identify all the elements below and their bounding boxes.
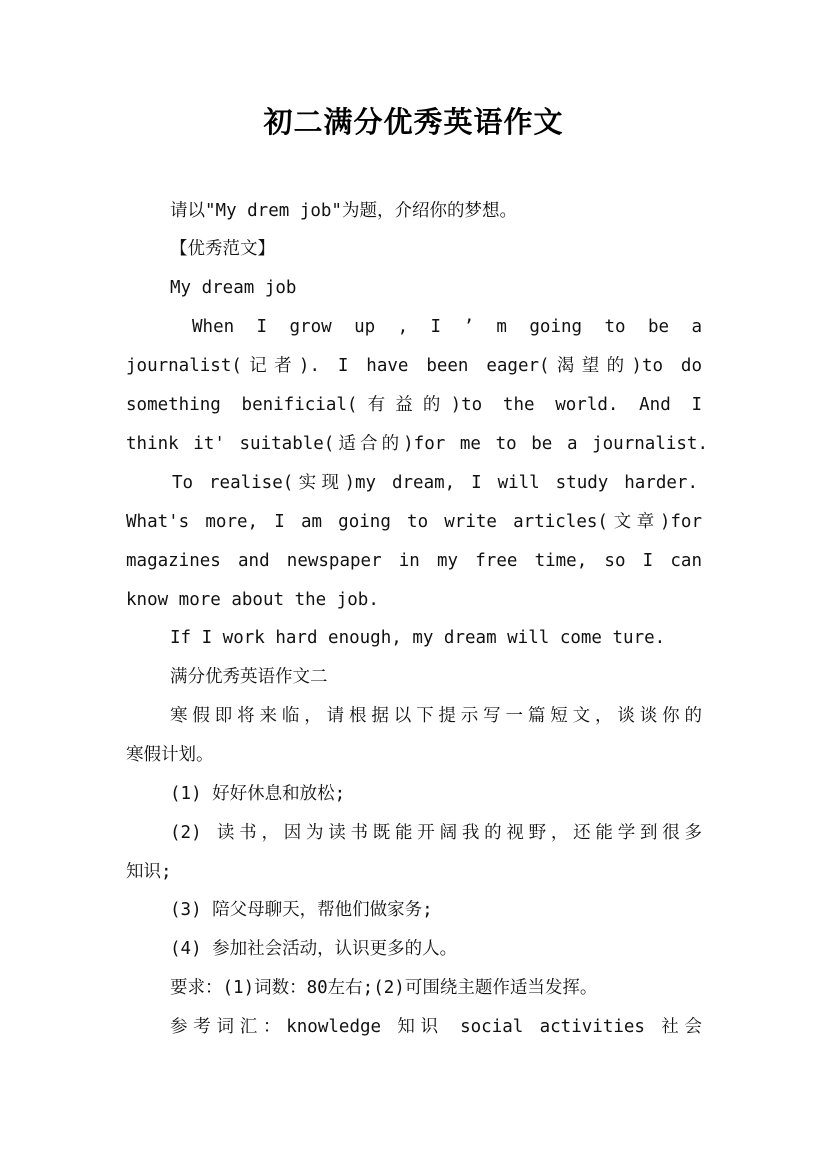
essay-line: To realise(实现)my dream, I will study harder. [172, 473, 698, 493]
essay-line: magazines and newspaper in my free time, so I can [126, 551, 702, 571]
prompt-line: 寒假计划。 [126, 745, 214, 765]
prompt-line: 寒假即将来临，请根据以下提示写一篇短文，谈谈你的 [170, 706, 702, 726]
requirement-line: 要求：(1)词数：80左右;(2)可围绕主题作适当发挥。 [170, 978, 598, 998]
hint-item: 知识; [126, 862, 172, 882]
essay-line: What's more, I am going to write articles(文章)for [126, 512, 702, 532]
hint-item: (2) 读书，因为读书既能开阔我的视野，还能学到很多 [170, 823, 702, 843]
hint-item: (1) 好好休息和放松; [170, 784, 346, 804]
essay-line: know more about the job. [126, 590, 379, 610]
sample-label: 【优秀范文】 [170, 239, 275, 259]
essay-line: If I work hard enough, my dream will come ture. [170, 628, 666, 648]
vocabulary-line: 参考词汇：knowledge 知识 social activities 社会 [170, 1017, 702, 1037]
essay-line: journalist(记者). I have been eager(渴望的)to do [126, 356, 702, 376]
hint-item: (3) 陪父母聊天，帮他们做家务; [170, 900, 433, 920]
document-title: 初二满分优秀英语作文 [263, 105, 564, 139]
hint-item: (4) 参加社会活动，认识更多的人。 [170, 939, 458, 959]
essay-line: think it' suitable(适合的)for me to be a journalist. [126, 434, 708, 454]
section-heading: 满分优秀英语作文二 [170, 667, 328, 687]
essay-title: My dream job [170, 278, 297, 298]
essay-line: something benificial(有益的)to the world. And I [126, 395, 702, 415]
essay-line: When I grow up , I ’ m going to be a [192, 317, 702, 337]
prompt-line: 请以"My drem job"为题，介绍你的梦想。 [170, 201, 517, 221]
